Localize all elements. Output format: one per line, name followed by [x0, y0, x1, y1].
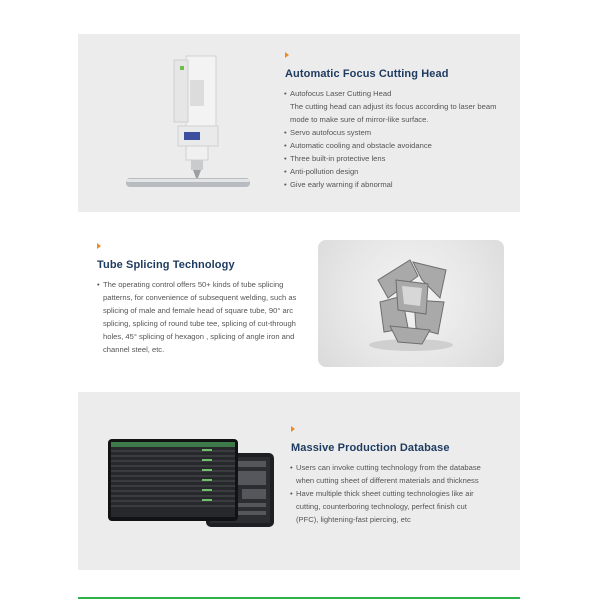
- orange-arrow-icon: [291, 426, 295, 432]
- autofocus-section-panel: [78, 34, 520, 212]
- bottom-divider: [78, 597, 520, 599]
- orange-arrow-icon: [97, 243, 101, 249]
- list-item: • The operating control offers 50+ kinds of tube splicing patterns, for convenience of subsequent welding, such as splicing of male and female head of square tube, 90° arc splicing, splicing of round tube tee, splicing of cut-through holes, 45° splicing of hexagon , splicing of angle iron and channel steel, etc.: [97, 278, 311, 356]
- feature-list: [97, 278, 311, 356]
- list-item: • Three built-in protective lens: [284, 152, 499, 165]
- feature-list: [284, 87, 499, 191]
- section-title: Massive Production Database: [291, 442, 450, 454]
- section-title: Tube Splicing Technology: [97, 259, 235, 271]
- list-item: • Automatic cooling and obstacle avoidance: [284, 139, 499, 152]
- orange-arrow-icon: [285, 52, 289, 58]
- list-item: • Give early warning if abnormal: [284, 178, 499, 191]
- cutting-head-image: [118, 40, 258, 210]
- tube-splicing-photo: [318, 240, 504, 367]
- database-software-image: [106, 437, 276, 529]
- database-section-panel: [78, 392, 520, 570]
- list-item: • Users can invoke cutting technology from the database when cutting sheet of different materials and thickness: [290, 461, 490, 487]
- section-title: Automatic Focus Cutting Head: [285, 68, 449, 80]
- list-item: • Anti-pollution design: [284, 165, 499, 178]
- list-item: • Autofocus Laser Cutting Head The cutting head can adjust its focus according to laser beam mode to make sure of mirror-like surface.: [284, 87, 499, 126]
- list-item: • Servo autofocus system: [284, 126, 499, 139]
- list-item: • Have multiple thick sheet cutting technologies like air cutting, counterboring technology, perfect finish cut (PFC), lightening-fast piercing, etc: [290, 487, 490, 526]
- feature-list: [290, 461, 490, 526]
